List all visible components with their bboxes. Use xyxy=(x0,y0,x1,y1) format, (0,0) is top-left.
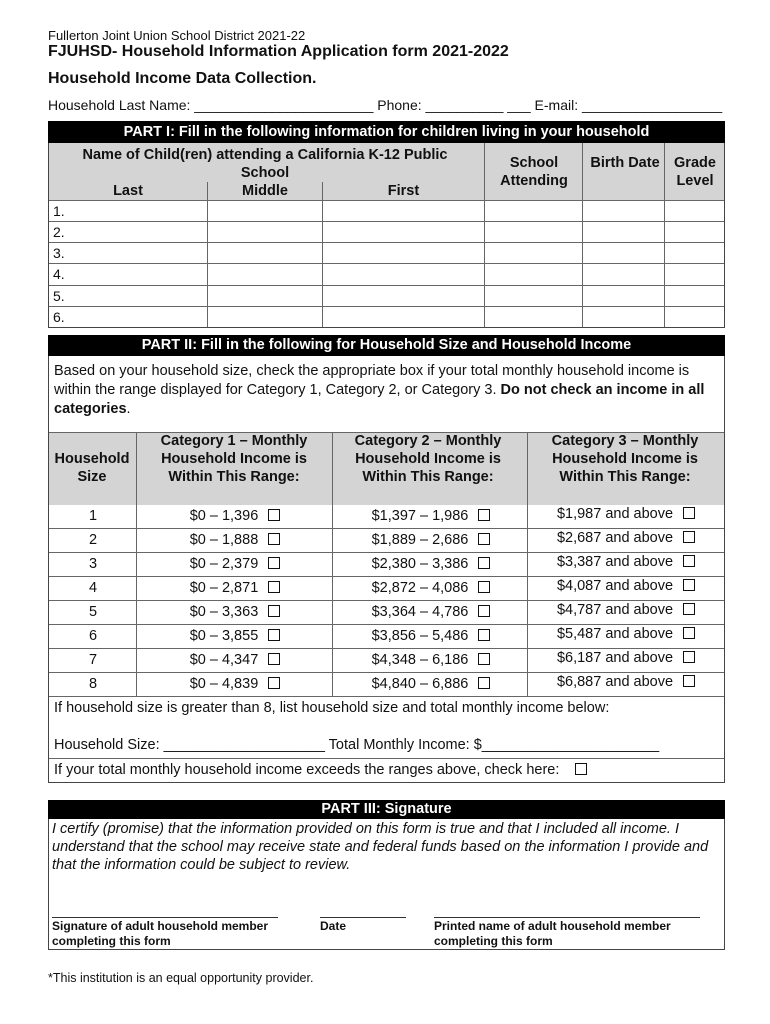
checkbox-icon[interactable] xyxy=(268,605,280,617)
household-size-value: 5 xyxy=(88,604,98,620)
category-2-range[interactable]: $3,856 – 5,486 xyxy=(336,628,526,644)
checkbox-icon[interactable] xyxy=(268,557,280,569)
printed-name-label: Printed name of adult household member completing this form xyxy=(434,919,671,948)
exceeds-ranges-line: If your total monthly household income exceeds the ranges above, check here: xyxy=(54,761,587,780)
household-size-value: 7 xyxy=(88,652,98,668)
checkbox-icon[interactable] xyxy=(478,581,490,593)
checkbox-icon[interactable] xyxy=(683,675,695,687)
checkbox-icon[interactable] xyxy=(268,629,280,641)
contact-line[interactable]: Household Last Name: _______________________ Phone: __________ ___ E-mail: __________________ xyxy=(48,97,723,113)
part2-title: PART II: Fill in the following for Household Size and Household Income xyxy=(48,335,725,356)
col-middle: Middle xyxy=(242,183,288,199)
checkbox-icon[interactable] xyxy=(478,509,490,521)
category-2-range[interactable]: $3,364 – 4,786 xyxy=(336,604,526,620)
household-size-value: 1 xyxy=(88,508,98,524)
household-size-value: 4 xyxy=(88,580,98,596)
checkbox-icon[interactable] xyxy=(268,509,280,521)
category-2-range[interactable]: $1,889 – 2,686 xyxy=(336,532,526,548)
category-2-range[interactable]: $2,380 – 3,386 xyxy=(336,556,526,572)
col-category-2: Category 2 – Monthly Household Income is Within This Range: xyxy=(354,433,502,485)
child-row-number: 5. xyxy=(53,288,65,304)
part2-instructions: Based on your household size, check the appropriate box if your total monthly household income is within the range displayed for Category 1, Category 2, or Category 3. Do not check an income in all categories. xyxy=(54,363,705,417)
category-1-range[interactable]: $0 – 2,871 xyxy=(140,580,330,596)
checkbox-icon[interactable] xyxy=(478,677,490,689)
category-3-range[interactable]: $4,087 and above xyxy=(531,578,721,594)
checkbox-icon[interactable] xyxy=(683,651,695,663)
col-school: School Attending xyxy=(500,155,568,189)
household-size-income-line[interactable]: Household Size: ____________________ Total Monthly Income: $______________________ xyxy=(54,737,660,753)
category-3-range[interactable]: $3,387 and above xyxy=(531,554,721,570)
child-row-number: 3. xyxy=(53,245,65,261)
household-size-value: 2 xyxy=(88,532,98,548)
district-line: Fullerton Joint Union School District 2021-22 xyxy=(48,28,306,43)
col-category-3: Category 3 – Monthly Household Income is Within This Range: xyxy=(551,433,699,485)
form-title: FJUHSD- Household Information Application form 2021-2022 xyxy=(48,43,509,60)
part1-title: PART I: Fill in the following information for children living in your household xyxy=(48,121,725,143)
col-grade: Grade Level xyxy=(674,155,716,189)
household-size-value: 3 xyxy=(88,556,98,572)
checkbox-icon[interactable] xyxy=(268,653,280,665)
category-3-range[interactable]: $2,687 and above xyxy=(531,530,721,546)
col-birth: Birth Date xyxy=(590,155,660,171)
checkbox-icon[interactable] xyxy=(683,579,695,591)
category-3-range[interactable]: $4,787 and above xyxy=(531,602,721,618)
category-1-range[interactable]: $0 – 3,855 xyxy=(140,628,330,644)
household-size-value: 6 xyxy=(88,628,98,644)
col-last: Last xyxy=(113,183,143,199)
checkbox-icon[interactable] xyxy=(478,605,490,617)
col-first: First xyxy=(387,183,420,199)
certify-statement: I certify (promise) that the information provided on this form is true and that I included all income. I understand that the school may receive state and federal funds based on the information I provide and that the information could be subject to review. xyxy=(52,821,709,873)
child-row-number: 4. xyxy=(53,266,65,282)
category-1-range[interactable]: $0 – 2,379 xyxy=(140,556,330,572)
col-household-size: Household Size xyxy=(54,451,130,485)
checkbox-icon[interactable] xyxy=(478,653,490,665)
signature-line[interactable] xyxy=(52,917,278,918)
checkbox-icon[interactable] xyxy=(683,531,695,543)
checkbox-icon[interactable] xyxy=(683,627,695,639)
section-title: Household Income Data Collection. xyxy=(48,70,317,87)
signature-label: Signature of adult household member completing this form xyxy=(52,919,269,948)
category-1-range[interactable]: $0 – 4,839 xyxy=(140,676,330,692)
category-1-range[interactable]: $0 – 1,888 xyxy=(140,532,330,548)
category-2-range[interactable]: $4,840 – 6,886 xyxy=(336,676,526,692)
child-row-number: 2. xyxy=(53,224,65,240)
child-row-number: 1. xyxy=(53,203,65,219)
checkbox-icon[interactable] xyxy=(478,533,490,545)
checkbox-icon[interactable] xyxy=(268,677,280,689)
category-3-range[interactable]: $1,987 and above xyxy=(531,506,721,522)
checkbox-icon[interactable] xyxy=(478,557,490,569)
category-2-range[interactable]: $4,348 – 6,186 xyxy=(336,652,526,668)
checkbox-icon[interactable] xyxy=(478,629,490,641)
checkbox-icon[interactable] xyxy=(683,603,695,615)
category-1-range[interactable]: $0 – 1,396 xyxy=(140,508,330,524)
household-size-value: 8 xyxy=(88,676,98,692)
footnote: *This institution is an equal opportunity provider. xyxy=(48,971,314,985)
printed-name-line[interactable] xyxy=(434,917,700,918)
category-1-range[interactable]: $0 – 3,363 xyxy=(140,604,330,620)
greater-than-8-note: If household size is greater than 8, list household size and total monthly income below: xyxy=(54,700,610,716)
category-3-range[interactable]: $6,187 and above xyxy=(531,650,721,666)
category-2-range[interactable]: $1,397 – 1,986 xyxy=(336,508,526,524)
category-3-range[interactable]: $5,487 and above xyxy=(531,626,721,642)
child-name-header: Name of Child(ren) attending a California K-12 Public School xyxy=(82,147,448,181)
category-2-range[interactable]: $2,872 – 4,086 xyxy=(336,580,526,596)
category-1-range[interactable]: $0 – 4,347 xyxy=(140,652,330,668)
category-3-range[interactable]: $6,887 and above xyxy=(531,674,721,690)
checkbox-icon[interactable] xyxy=(683,555,695,567)
checkbox-icon[interactable] xyxy=(683,507,695,519)
checkbox-icon[interactable] xyxy=(575,763,587,775)
col-category-1: Category 1 – Monthly Household Income is Within This Range: xyxy=(160,433,308,485)
date-label: Date xyxy=(320,919,347,933)
date-line[interactable] xyxy=(320,917,406,918)
checkbox-icon[interactable] xyxy=(268,533,280,545)
child-row-number: 6. xyxy=(53,309,65,325)
part3-title: PART III: Signature xyxy=(48,800,725,819)
checkbox-icon[interactable] xyxy=(268,581,280,593)
